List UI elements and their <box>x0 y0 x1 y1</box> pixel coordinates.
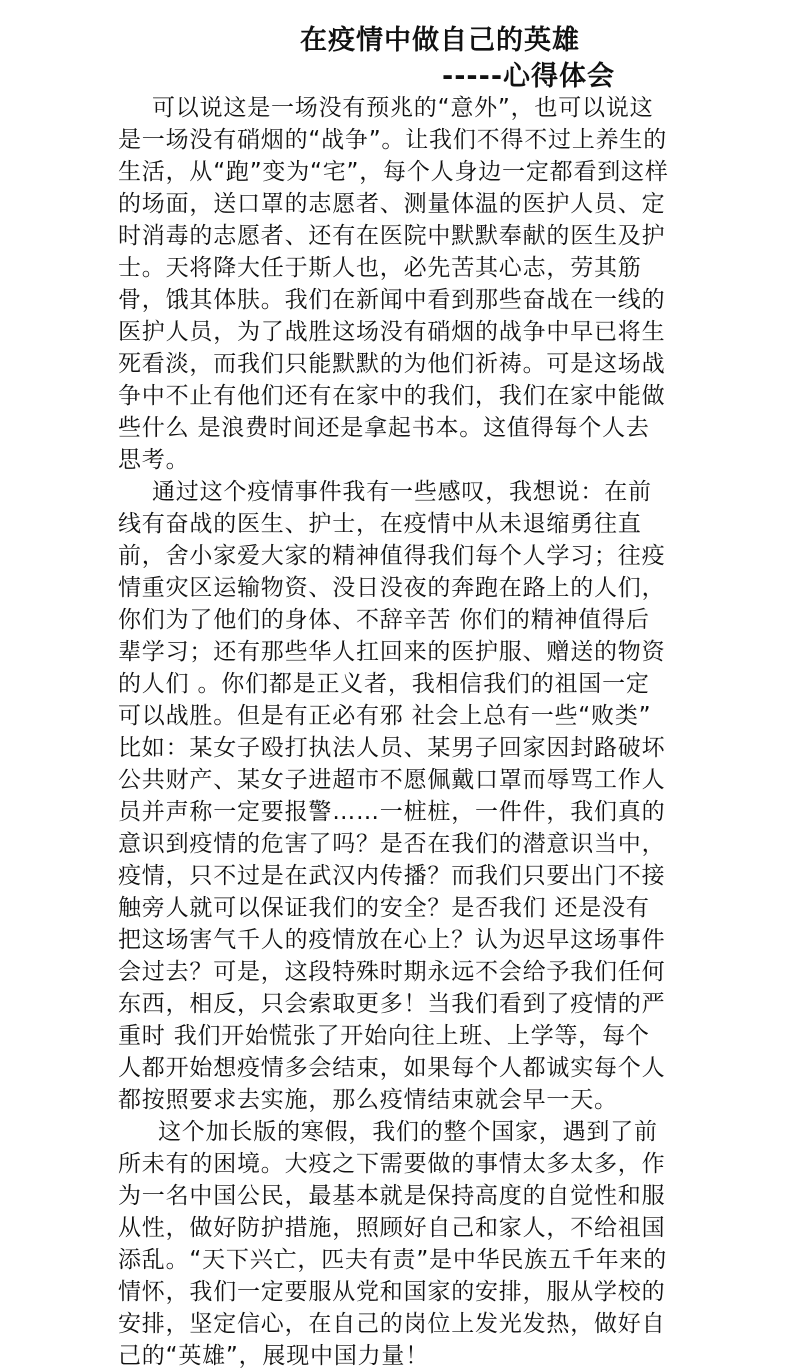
text-line: 医护人员，为了战胜这场没有硝烟的战争中早已将生 <box>118 319 666 345</box>
text-line: 生活，从“跑”变为“宅”，每个人身边一定都看到这样 <box>118 159 669 185</box>
text-line: 疫情，只不过是在武汉内传播？而我们只要出门不接 <box>118 863 666 889</box>
text-line: 情怀，我们一定要服从党和国家的安排，服从学校的 <box>118 1279 666 1305</box>
text-line: 从性，做好防护措施，照顾好自己和家人，不给祖国 <box>118 1215 666 1241</box>
text-line: 都按照要求去实施，那么疫情结束就会早一天。 <box>118 1087 618 1113</box>
document-title: 在疫情中做自己的英雄 <box>300 25 580 56</box>
text-line: 公共财产、某女子进超市不愿佩戴口罩而辱骂工作人 <box>118 767 666 793</box>
text-line: 通过这个疫情事件我有一些感叹，我想说：在前 <box>152 479 652 505</box>
text-line: 安排，坚定信心，在自己的岗位上发光发热，做好自 <box>118 1311 666 1337</box>
text-line: 死看淡，而我们只能默默的为他们祈祷。可是这场战 <box>118 351 666 377</box>
text-line: 为一名中国公民，最基本就是保持高度的自觉性和服 <box>118 1183 666 1209</box>
paragraph-3 <box>118 1116 688 1372</box>
text-line: 思考。 <box>118 447 190 473</box>
text-line: 可以战胜。但是有正必有邪 社会上总有一些“败类” <box>118 703 652 729</box>
paragraph-1 <box>118 92 688 476</box>
text-line: 时消毒的志愿者、还有在医院中默默奉献的医生及护 <box>118 223 666 249</box>
text-line: 东西，相反，只会索取更多！当我们看到了疫情的严 <box>118 991 666 1017</box>
article-body <box>118 92 688 1372</box>
text-line: 辈学习；还有那些华人扛回来的医护服、赠送的物资 <box>118 639 666 665</box>
text-line: 士。天将降大任于斯人也，必先苦其心志，劳其筋 <box>118 255 642 281</box>
text-line: 是一场没有硝烟的“战争”。让我们不得不过上养生的 <box>118 127 668 153</box>
text-line: 会过去？可是，这段特殊时期永远不会给予我们任何 <box>118 959 666 985</box>
text-line: 这个加长版的寒假，我们的整个国家，遇到了前 <box>158 1119 658 1145</box>
text-line: 骨，饿其体肤。我们在新闻中看到那些奋战在一线的 <box>118 287 666 313</box>
text-line: 触旁人就可以保证我们的安全？是否我们 还是没有 <box>118 895 650 921</box>
text-line: 所未有的困境。大疫之下需要做的事情太多太多，作 <box>118 1151 666 1177</box>
text-line: 些什么 是浪费时间还是拿起书本。这值得每个人去 <box>118 415 650 441</box>
document-subtitle: -----心得体会 <box>442 61 616 92</box>
text-line: 己的“英雄”，展现中国力量！ <box>118 1343 430 1369</box>
paragraph-2 <box>118 476 688 1116</box>
text-line: 争中不止有他们还有在家中的我们，我们在家中能做 <box>118 383 666 409</box>
text-line: 把这场害气千人的疫情放在心上？认为迟早这场事件 <box>118 927 666 953</box>
text-line: 添乱。“天下兴亡，匹夫有责”是中华民族五千年来的 <box>118 1247 668 1273</box>
text-line: 可以说这是一场没有预兆的“意外”，也可以说这 <box>152 95 654 121</box>
text-line: 情重灾区运输物资、没日没夜的奔跑在路上的人们， <box>118 575 666 601</box>
text-line: 比如：某女子殴打执法人员、某男子回家因封路破坏 <box>118 735 666 761</box>
text-line: 员并声称一定要报警……一桩桩，一件件，我们真的 <box>118 799 666 825</box>
text-line: 意识到疫情的危害了吗？是否在我们的潜意识当中， <box>118 831 666 857</box>
text-line: 你们为了他们的身体、不辞辛苦 你们的精神值得后 <box>118 607 650 633</box>
text-line: 线有奋战的医生、护士，在疫情中从未退缩勇往直 <box>118 511 642 537</box>
text-line: 前，舍小家爱大家的精神值得我们每个人学习；往疫 <box>118 543 666 569</box>
text-line: 重时 我们开始慌张了开始向往上班、上学等，每个 <box>118 1023 650 1049</box>
text-line: 的场面，送口罩的志愿者、测量体温的医护人员、定 <box>118 191 666 217</box>
text-line: 人都开始想疫情多会结束，如果每个人都诚实每个人 <box>118 1055 666 1081</box>
text-line: 的人们 。你们都是正义者，我相信我们的祖国一定 <box>118 671 650 697</box>
